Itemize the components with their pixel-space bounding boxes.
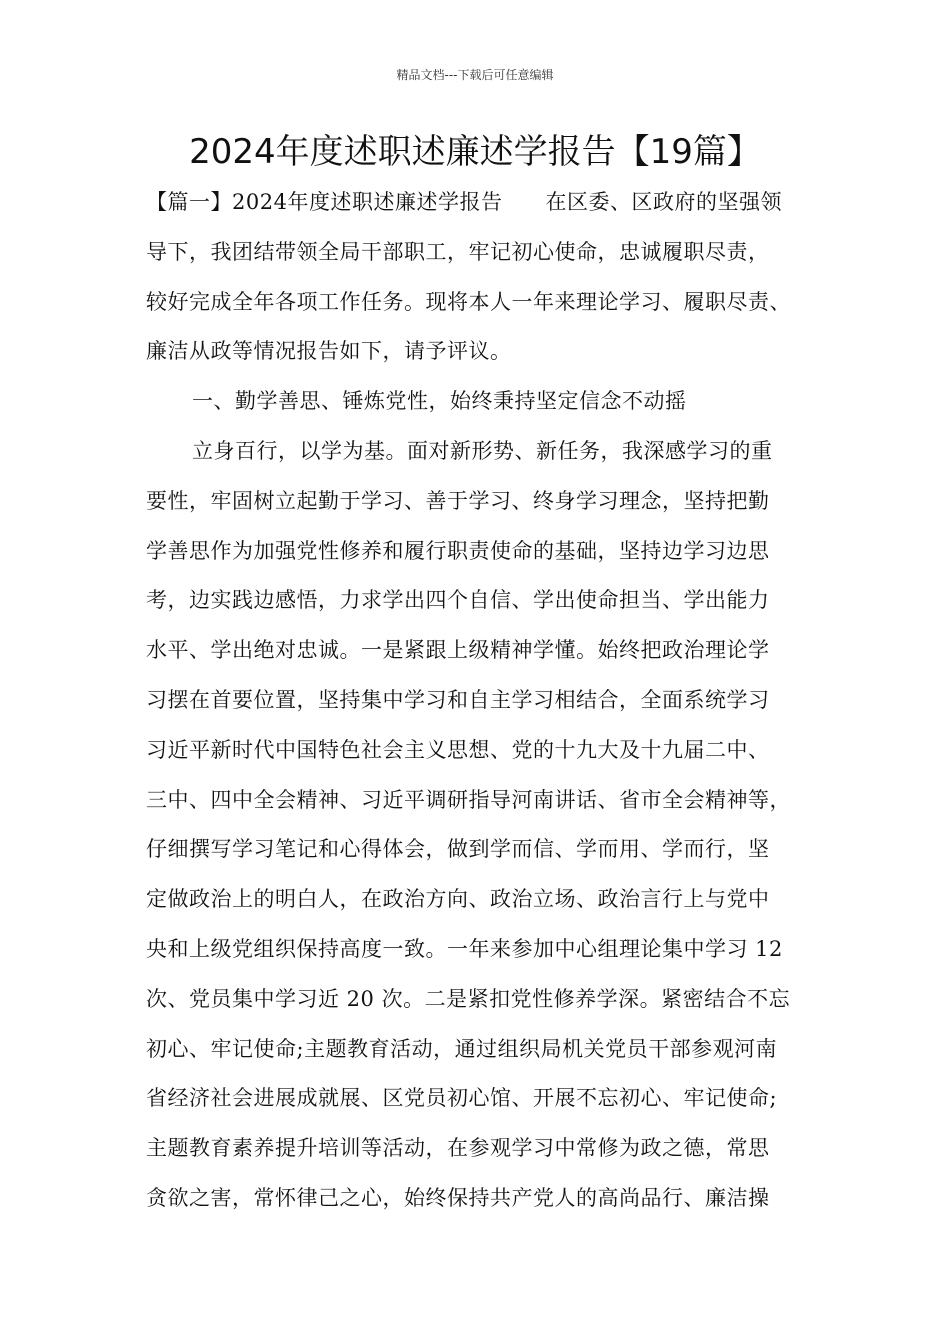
text-line: 贪欲之害，常怀律己之心，始终保持共产党人的高尚品行、廉洁操 — [146, 1185, 770, 1210]
text-line: 初心、牢记使命;主题教育活动，通过组织局机关党员干部参观河南 — [146, 1036, 778, 1061]
text-line: 习近平新时代中国特色社会主义思想、党的十九大及十九届二中、 — [146, 737, 770, 762]
document-title: 2024年度述职述廉述学报告【19篇】 — [189, 132, 761, 172]
text-line: 一、勤学善思、锤炼党性，始终秉持坚定信念不动摇 — [192, 389, 687, 414]
text-line: 央和上级党组织保持高度一致。一年来参加中心组理论集中学习 12 — [146, 936, 783, 961]
text-line: 习摆在首要位置，坚持集中学习和自主学习相结合，全面系统学习 — [146, 687, 770, 712]
text-line: 【篇一】2024年度述职述廉述学报告 在区委、区政府的坚强领 — [146, 190, 782, 214]
text-line: 定做政治上的明白人，在政治方向、政治立场、政治言行上与党中 — [146, 887, 770, 912]
text-line: 立身百行，以学为基。面对新形势、新任务，我深感学习的重 — [192, 438, 773, 463]
header-note: 精品文档---下载后可任意编辑 — [396, 68, 554, 82]
text-line: 廉洁从政等情况报告如下，请予评议。 — [146, 339, 512, 364]
body-text — [146, 178, 826, 1224]
text-line: 水平、学出绝对忠诚。一是紧跟上级精神学懂。始终把政治理论学 — [146, 638, 770, 663]
text-line: 导下，我团结带领全局干部职工，牢记初心使命，忠诚履职尽责， — [146, 239, 770, 264]
text-line: 三中、四中全会精神、习近平调研指导河南讲话、省市全会精神等， — [146, 787, 791, 812]
text-line: 考，边实践边感悟，力求学出四个自信、学出使命担当、学出能力 — [146, 588, 770, 613]
text-line: 省经济社会进展成就展、区党员初心馆、开展不忘初心、牢记使命; — [146, 1086, 778, 1111]
text-line: 要性，牢固树立起勤于学习、善于学习、终身学习理念，坚持把勤 — [146, 488, 770, 513]
text-line: 仔细撰写学习笔记和心得体会，做到学而信、学而用、学而行，坚 — [146, 837, 770, 862]
text-line: 学善思作为加强党性修养和履行职责使命的基础，坚持边学习边思 — [146, 538, 770, 563]
text-line: 较好完成全年各项工作任务。现将本人一年来理论学习、履职尽责、 — [146, 289, 791, 314]
text-line: 主题教育素养提升培训等活动，在参观学习中常修为政之德，常思 — [146, 1136, 770, 1161]
text-line: 次、党员集中学习近 20 次。二是紧扣党性修养学深。紧密结合不忘 — [146, 986, 791, 1011]
